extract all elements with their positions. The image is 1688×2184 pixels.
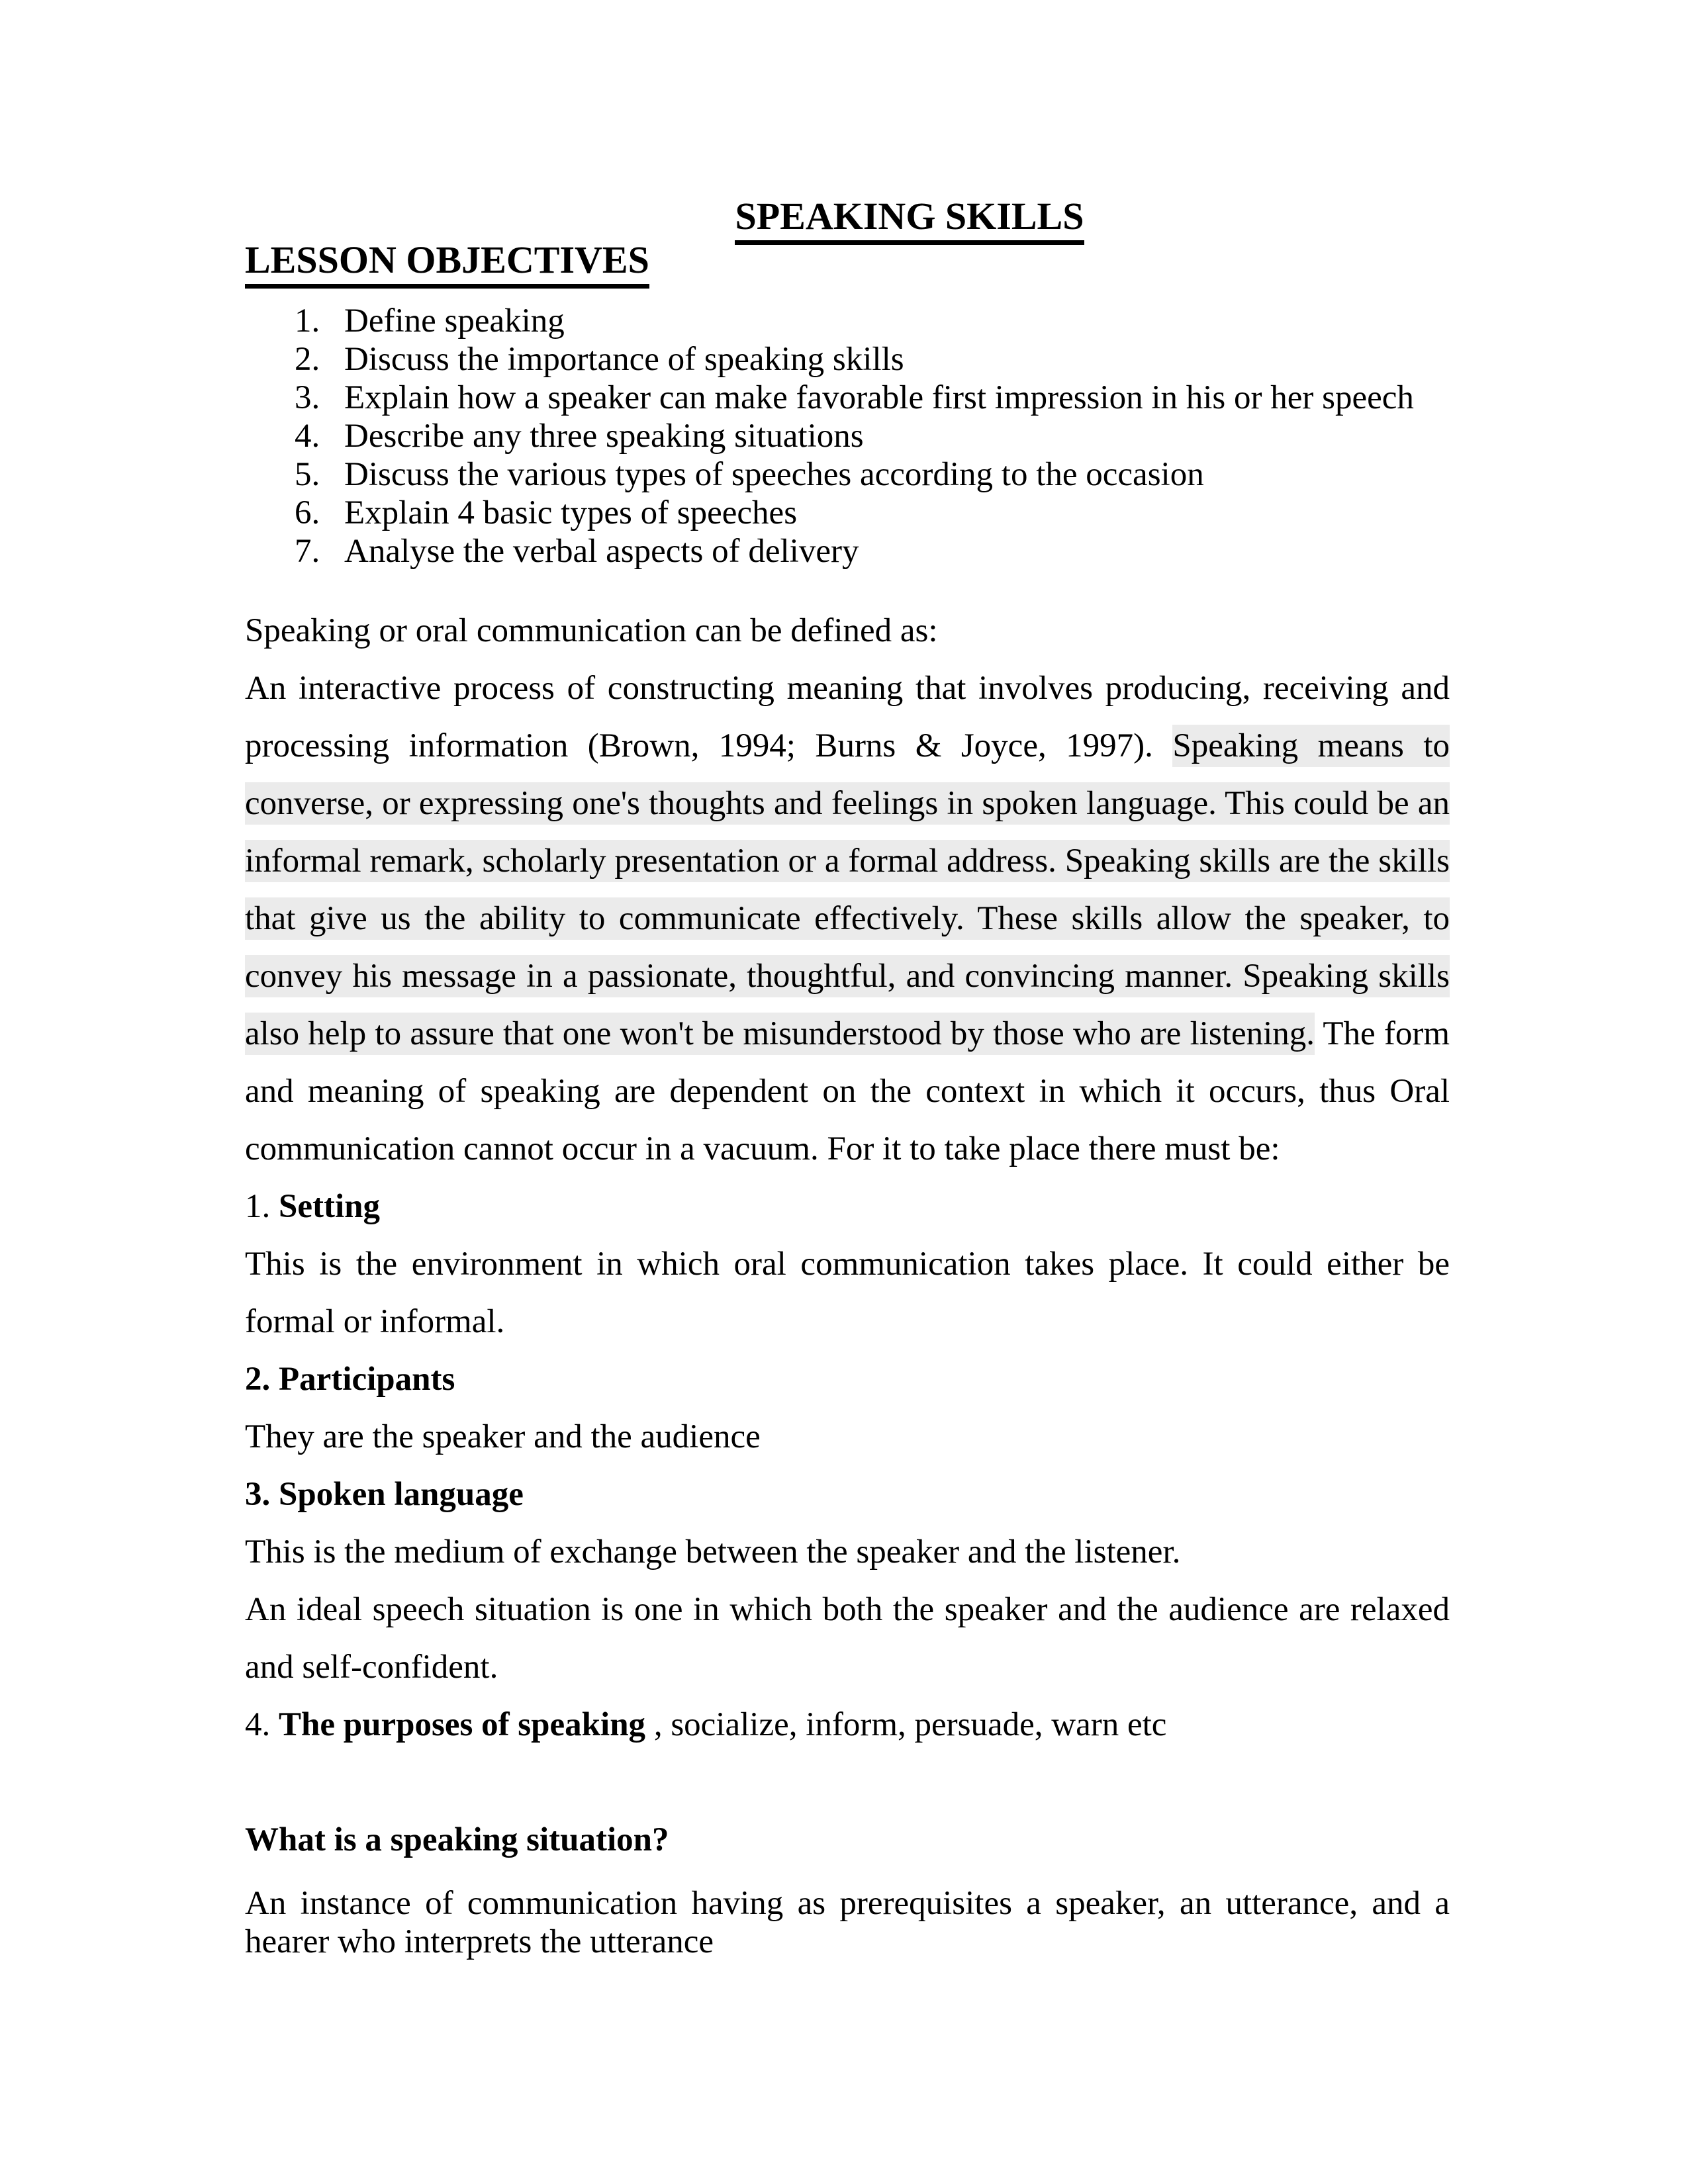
bold-text: 2. Participants [245,1361,455,1398]
text-run: This is the medium of exchange between the speaker and the listener. [245,1533,1181,1570]
heading-purposes [245,1696,1450,1754]
text-run: They are the speaker and the audience [245,1418,761,1455]
bold-text: The purposes of speaking [279,1706,646,1743]
bold-text: Setting [279,1188,380,1225]
bold-text: What is a speaking situation? [245,1821,669,1858]
objective-item: Describe any three speaking situations [344,418,864,455]
objectives-list [245,302,1450,570]
setting-paragraph [245,1236,1450,1351]
text-run: 1. [245,1188,279,1225]
highlighted-text: Speaking means to converse, or expressing one's thoughts and feelings in spoken language. This could be an informal remark, scholarly presentation or a formal address. Speaking skills are the skills that give us the ability to communicate effectively. These skills allow the speaker, to convey his message in a passionate, thoughtful, and convincing manner. Speaking skills also help to assure that one won't be misunderstood by those who are listening. [245,725,1450,1055]
document-title [307,196,1512,237]
text-run: An instance of communication having as prerequisites a speaker, an utterance, and a hearer who interprets the utterance [245,1885,1450,1960]
objective-item: Explain 4 basic types of speeches [344,494,798,531]
text-run: The form and meaning of speaking are dependent on the context in which it occurs, thus Oral communication cannot occur in a vacuum. For it to take place there must be: [245,1015,1450,1167]
blank-line [245,1754,1450,1811]
objectives-heading-text: LESSON OBJECTIVES [245,238,649,289]
objective-item: Analyse the verbal aspects of delivery [344,533,859,570]
text-run: An interactive process of constructing meaning that involves producing, receiving and processing information (Brown, 1994; Burns & Joyce, 1997). [245,670,1450,764]
text-run: Speaking or oral communication can be defined as: [245,612,938,649]
heading-participants [245,1351,1450,1408]
objective-item: Define speaking [344,302,565,340]
heading-spoken-language [245,1466,1450,1524]
bold-text: 3. Spoken language [245,1476,524,1513]
document-title-text: SPEAKING SKILLS [735,195,1084,245]
document-body [245,602,1450,1961]
ideal-speech-paragraph [245,1581,1450,1696]
text-run: , socialize, inform, persuade, warn etc [645,1706,1167,1743]
spoken-language-paragraph [245,1524,1450,1581]
objective-item: Explain how a speaker can make favorable first impression in his or her speech [344,379,1414,416]
heading-speaking-situation [245,1811,1450,1869]
definition-intro-line [245,602,1450,660]
text-run: An ideal speech situation is one in which both the speaker and the audience are relaxed and self-confident. [245,1591,1450,1686]
objective-item: Discuss the importance of speaking skills [344,341,904,378]
participants-paragraph [245,1408,1450,1466]
text-run: 4. [245,1706,279,1743]
document-content [245,196,1450,1961]
objective-item: Discuss the various types of speeches according to the occasion [344,456,1204,493]
speaking-situation-paragraph [245,1884,1450,1961]
heading-setting [245,1178,1450,1236]
text-run: This is the environment in which oral communication takes place. It could either be formal or informal. [245,1246,1450,1340]
definition-paragraph [245,660,1450,1178]
objectives-heading [245,240,1450,281]
